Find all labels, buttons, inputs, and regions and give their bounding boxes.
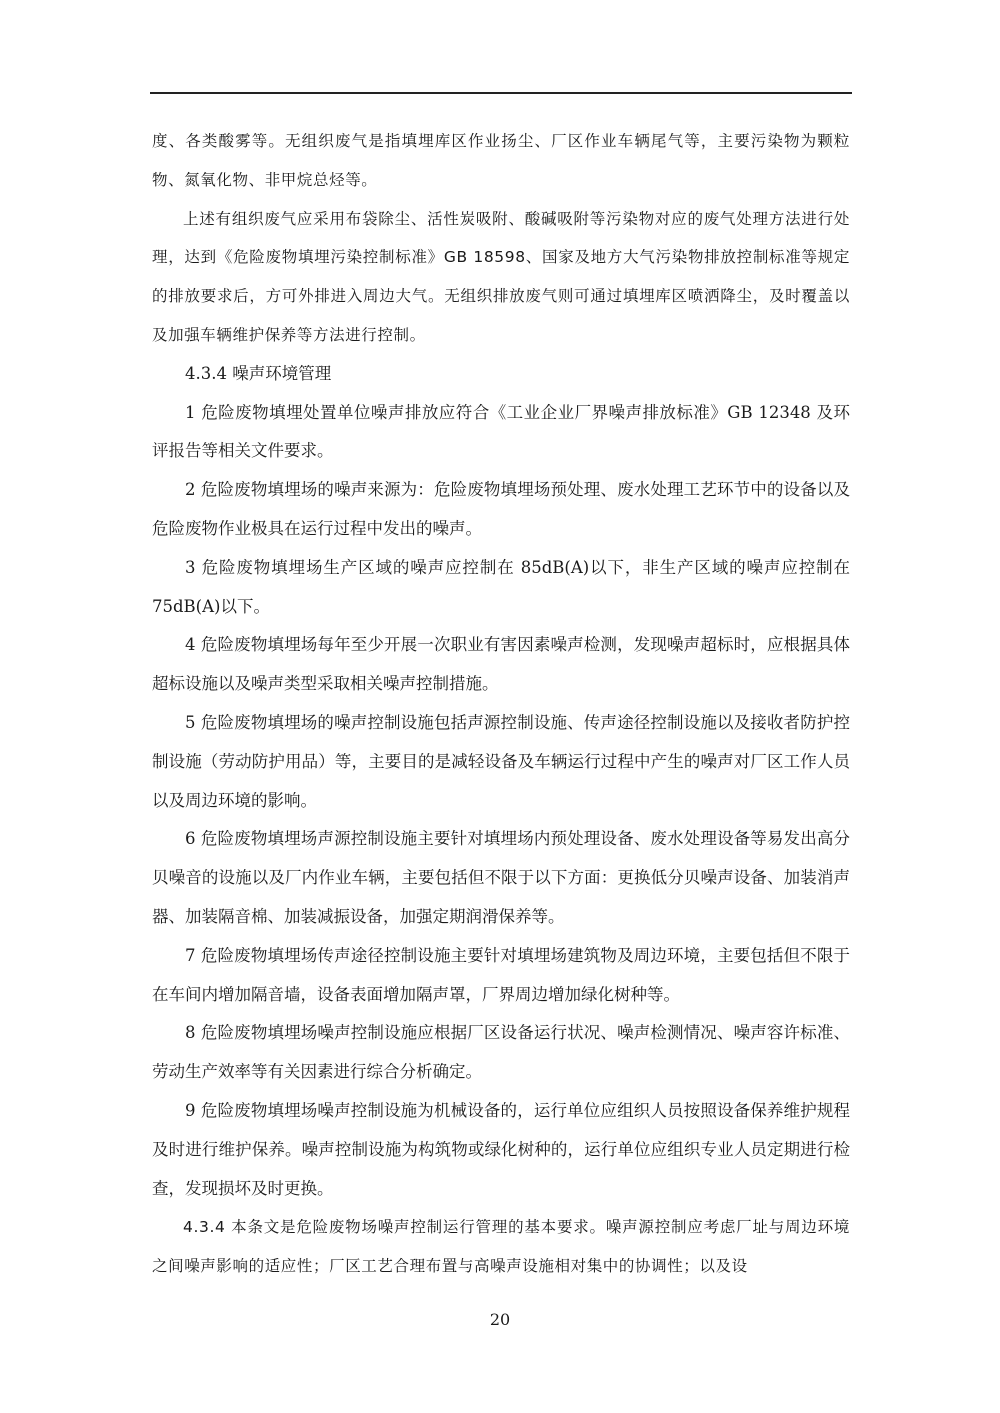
clause-6: 6 危险废物填埋场声源控制设施主要针对填埋场内预处理设备、废水处理设备等易发出高分贝噪音的设施以及厂内作业车辆，主要包括但不限于以下方面：更换低分贝噪声设备、加装消声器、加装隔音棉、加装减振设备，加强定期润滑保养等。 bbox=[152, 829, 850, 926]
clause-5: 5 危险废物填埋场的噪声控制设施包括声源控制设施、传声途径控制设施以及接收者防护控制设施（劳动防护用品）等，主要目的是减轻设备及车辆运行过程中产生的噪声对厂区工作人员以及周边环境的影响。 bbox=[152, 712, 850, 810]
clause-8: 8 危险废物填埋场噪声控制设施应根据厂区设备运行状况、噪声检测情况、噪声容许标准、劳动生产效率等有关因素进行综合分析确定。 bbox=[152, 1023, 850, 1082]
header-rule bbox=[150, 92, 852, 94]
paragraph-continuation: 度、各类酸雾等。无组织废气是指填埋库区作业扬尘、厂区作业车辆尾气等，主要污染物为颗粒物、氮氧化物、非甲烷总烃等。 bbox=[152, 132, 850, 189]
clause-9: 9 危险废物填埋场噪声控制设施为机械设备的，运行单位应组织人员按照设备保养维护规程及时进行维护保养。噪声控制设施为构筑物或绿化树种的，运行单位应组织专业人员定期进行检查，发现损坏及时更换。 bbox=[152, 1100, 850, 1198]
clause-7: 7 危险废物填埋场传声途径控制设施主要针对填埋场建筑物及周边环境，主要包括但不限于在车间内增加隔音墙，设备表面增加隔声罩，厂界周边增加绿化树种等。 bbox=[152, 945, 850, 1004]
clause-4: 4 危险废物填埋场每年至少开展一次职业有害因素噪声检测，发现噪声超标时，应根据具体超标设施以及噪声类型采取相关噪声控制措施。 bbox=[152, 635, 850, 694]
clause-2: 2 危险废物填埋场的噪声来源为：危险废物填埋场预处理、废水处理工艺环节中的设备以及危险废物作业极具在运行过程中发出的噪声。 bbox=[152, 480, 850, 538]
page-number: 20 bbox=[489, 1310, 511, 1329]
body-text bbox=[152, 122, 850, 1286]
clause-explanation: 4.3.4 本条文是危险废物场噪声控制运行管理的基本要求。噪声源控制应考虑厂址与周边环境之间噪声影响的适应性；厂区工艺合理布置与高噪声设施相对集中的协调性；以及设 bbox=[152, 1218, 850, 1276]
paragraph-exhaust-treatment: 上述有组织废气应采用布袋除尘、活性炭吸附、酸碱吸附等污染物对应的废气处理方法进行处理，达到《危险废物填埋污染控制标准》GB 18598、国家及地方大气污染物排放控制标准等规定的排放要求后，方可外排进入周边大气。无组织排放废气则可通过填埋库区喷洒降尘，及时覆盖以及加强车辆维护保养等方法进行控制。 bbox=[152, 209, 850, 344]
section-heading-noise: 4.3.4 噪声环境管理 bbox=[185, 363, 332, 383]
clause-1: 1 危险废物填埋处置单位噪声排放应符合《工业企业厂界噪声排放标准》GB 12348 及环评报告等相关文件要求。 bbox=[152, 402, 850, 461]
clause-3: 3 危险废物填埋场生产区域的噪声应控制在 85dB(A)以下，非生产区域的噪声应控制在 75dB(A)以下。 bbox=[152, 557, 850, 616]
